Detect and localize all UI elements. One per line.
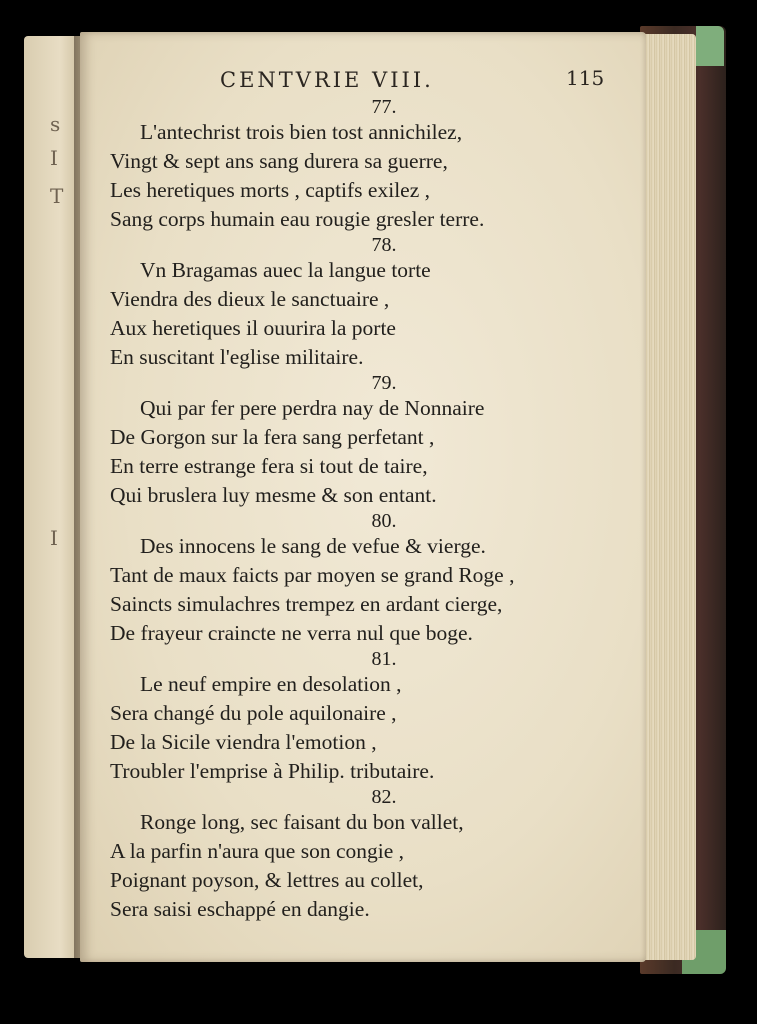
verse-line: De frayeur craincte ne verra nul que boge. bbox=[110, 621, 473, 645]
quatrain-number: 80. bbox=[371, 510, 397, 532]
cover-corner-top bbox=[696, 26, 724, 66]
verse-line: En suscitant l'eglise militaire. bbox=[110, 345, 364, 369]
verse-line: Aux heretiques il ouurira la porte bbox=[110, 316, 396, 340]
quatrain bbox=[110, 648, 630, 786]
left-page-fragment: T bbox=[50, 184, 64, 208]
verse-line: En terre estrange fera si tout de taire, bbox=[110, 454, 428, 478]
page-edges bbox=[640, 34, 696, 960]
quatrain-number: 78. bbox=[371, 234, 397, 256]
verse-line: Qui par fer pere perdra nay de Nonnaire bbox=[140, 396, 485, 420]
verse-line: Saincts simulachres trempez en ardant cierge, bbox=[110, 592, 503, 616]
verse-line: Viendra des dieux le sanctuaire , bbox=[110, 287, 390, 311]
left-page-fragment: s bbox=[50, 112, 61, 136]
verse-line: Vn Bragamas auec la langue torte bbox=[140, 258, 431, 282]
quatrain-number: 81. bbox=[371, 648, 397, 670]
verse-line: Qui bruslera luy mesme & son entant. bbox=[110, 483, 437, 507]
verse-line: Des innocens le sang de vefue & vierge. bbox=[140, 534, 486, 558]
verse-line: Vingt & sept ans sang durera sa guerre, bbox=[110, 149, 448, 173]
book-page bbox=[80, 32, 646, 962]
left-page-fragment: I bbox=[50, 146, 58, 170]
verse-line: Tant de maux faicts par moyen se grand Roge , bbox=[110, 563, 515, 587]
verse-line: Troubler l'emprise à Philip. tributaire. bbox=[110, 759, 435, 783]
verse-line: Le neuf empire en desolation , bbox=[140, 672, 402, 696]
verse-line: L'antechrist trois bien tost annichilez, bbox=[140, 120, 463, 144]
verse-line: Sang corps humain eau rougie gresler terre. bbox=[110, 207, 485, 231]
verse-line: Les heretiques morts , captifs exilez , bbox=[110, 178, 431, 202]
verse-line: Poignant poyson, & lettres au collet, bbox=[110, 868, 424, 892]
verse-line: Sera changé du pole aquilonaire , bbox=[110, 701, 397, 725]
quatrain-number: 79. bbox=[371, 372, 397, 394]
quatrain bbox=[110, 786, 630, 924]
quatrain bbox=[110, 96, 630, 234]
quatrain-number: 82. bbox=[371, 786, 397, 808]
quatrain-number: 77. bbox=[371, 96, 397, 118]
verse-line: Ronge long, sec faisant du bon vallet, bbox=[140, 810, 464, 834]
quatrain bbox=[110, 510, 630, 648]
running-head: CENTVRIE VIII. bbox=[220, 68, 434, 92]
page-number: 115 bbox=[566, 66, 605, 90]
quatrain-list bbox=[110, 96, 630, 924]
verse-line: Sera saisi eschappé en dangie. bbox=[110, 897, 370, 921]
quatrain bbox=[110, 372, 630, 510]
verse-line: A la parfin n'aura que son congie , bbox=[110, 839, 405, 863]
verse-line: De Gorgon sur la fera sang perfetant , bbox=[110, 425, 435, 449]
verse-line: De la Sicile viendra l'emotion , bbox=[110, 730, 377, 754]
quatrain bbox=[110, 234, 630, 372]
left-page-fragment: I bbox=[50, 526, 58, 550]
